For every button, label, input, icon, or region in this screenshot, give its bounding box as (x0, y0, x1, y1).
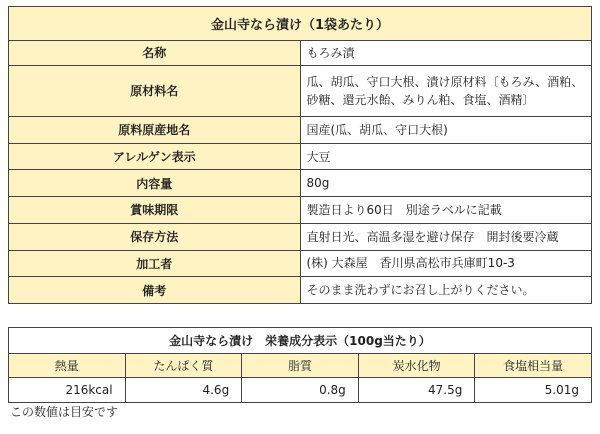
nutrition-value-salt: 5.01g (475, 378, 592, 403)
nutrition-value-protein: 4.6g (125, 378, 242, 403)
nutrition-header-row (9, 354, 592, 378)
row-label-processor: 加工者 (9, 250, 301, 277)
nutrition-value-row (9, 378, 592, 403)
nutrition-value-fat: 0.8g (242, 378, 359, 403)
row-label-remarks: 備考 (9, 277, 301, 304)
nutrition-value-carbohydrate: 47.5g (358, 378, 475, 403)
row-label-storage: 保存方法 (9, 223, 301, 250)
nutrition-header-carbohydrate: 炭水化物 (358, 354, 475, 378)
nutrition-header-fat: 脂質 (242, 354, 359, 378)
info-row (9, 250, 592, 277)
row-value-processor: (株) 大森屋 香川県高松市兵庫町10-3 (300, 250, 592, 277)
row-value-remarks: そのまま洗わずにお召し上がりください。 (300, 277, 592, 304)
info-row (9, 223, 592, 250)
nutrition-table (8, 327, 592, 403)
row-label-allergen: アレルゲン表示 (9, 143, 301, 170)
info-row (9, 65, 592, 116)
product-info-table (8, 6, 592, 304)
info-row (9, 197, 592, 224)
nutrition-title: 金山寺なら漬け 栄養成分表示（100g当たり） (9, 328, 592, 354)
info-row (9, 170, 592, 197)
info-row (9, 117, 592, 144)
row-label-name: 名称 (9, 41, 301, 66)
row-value-storage: 直射日光、高温多湿を避け保存 開封後要冷蔵 (300, 223, 592, 250)
row-value-best-before: 製造日より60日 別途ラベルに記載 (300, 197, 592, 224)
row-label-origin: 原料原産地名 (9, 117, 301, 144)
row-label-ingredients: 原材料名 (9, 65, 301, 116)
row-value-origin: 国産(瓜、胡瓜、守口大根) (300, 117, 592, 144)
product-title: 金山寺なら漬け（1袋あたり） (9, 7, 592, 41)
row-value-content: 80g (300, 170, 592, 197)
nutrition-header-protein: たんぱく質 (125, 354, 242, 378)
row-value-name: もろみ漬 (300, 41, 592, 66)
row-value-ingredients: 瓜、胡瓜、守口大根、漬け原材料〔もろみ、酒粕、砂糖、還元水飴、みりん粕、食塩、酒精〕 (300, 65, 592, 116)
nutrition-header-energy: 熱量 (9, 354, 126, 378)
row-label-content: 内容量 (9, 170, 301, 197)
info-row (9, 41, 592, 66)
info-row (9, 277, 592, 304)
row-label-best-before: 賞味期限 (9, 197, 301, 224)
note-text: この数値は目安です (10, 405, 119, 419)
nutrition-header-salt: 食塩相当量 (475, 354, 592, 378)
info-row (9, 143, 592, 170)
row-value-allergen: 大豆 (300, 143, 592, 170)
nutrition-value-energy: 216kcal (9, 378, 126, 403)
